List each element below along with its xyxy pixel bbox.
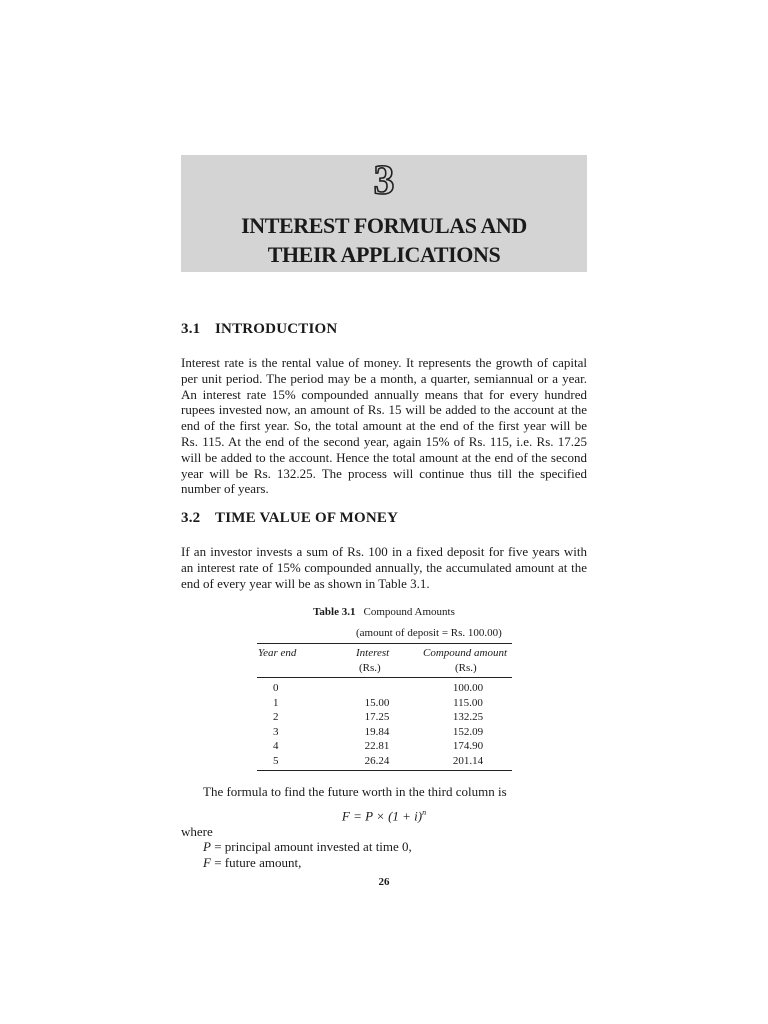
cell-compound: 201.14 (452, 754, 484, 767)
section-number: 3.1 (181, 321, 201, 337)
introduction-paragraph: Interest rate is the rental value of money. It represents the growth of capital per unit period. The period may be a month, a quarter, semiannual or a year. An interest rate 15% compounded annually means that for every hundred rupees invested now, an amount of Rs. 15 will be added to the account at the end of the first year. So, the total amount at the end of the first year will be Rs. 115. At the end of the second year, again 15% of Rs. 115, i.e. Rs. 17.25 will be added to the account. Hence the total amount at the end of the second year will be Rs. 132.25. The process will continue thus till the specified number of years. (181, 355, 587, 497)
section-title: TIME VALUE OF MONEY (215, 510, 399, 526)
formula-exponent: n (422, 808, 427, 817)
chapter-title (181, 211, 587, 269)
cell-compound: 100.00 (452, 682, 484, 694)
header-compound-amount: Compound amount (423, 647, 508, 659)
cell-year: 0 (273, 682, 279, 694)
cell-year: 3 (273, 725, 279, 738)
cell-year: 2 (273, 711, 279, 723)
chapter-title-line-1: INTEREST FORMULAS AND (241, 213, 527, 238)
table-top-rule (257, 643, 512, 644)
definition-p (203, 839, 412, 855)
cell-interest: 26.24 (364, 754, 390, 767)
cell-interest: 22.81 (364, 740, 390, 752)
formula (181, 808, 587, 824)
cell-interest: 17.25 (364, 711, 390, 723)
cell-compound: 115.00 (453, 696, 483, 709)
definition-symbol: P (203, 839, 211, 854)
cell-interest: 19.84 (364, 725, 390, 738)
cell-compound: 174.90 (452, 740, 484, 752)
cell-year: 5 (273, 754, 279, 767)
chapter-title-line-2: THEIR APPLICATIONS (267, 242, 501, 267)
section-number: 3.2 (181, 510, 201, 526)
table-bottom-rule (257, 770, 512, 771)
header-year-end: Year end (258, 647, 297, 659)
section-title: INTRODUCTION (215, 321, 338, 337)
table-caption (181, 606, 587, 618)
cell-year: 4 (273, 740, 279, 752)
formula-lhs: F (341, 808, 350, 824)
section-heading-time-value (181, 510, 398, 527)
table-header-rule (257, 677, 512, 678)
cell-compound: 132.25 (452, 711, 484, 723)
time-value-paragraph: If an investor invests a sum of Rs. 100 in a fixed deposit for five years with an interest rate of 15% compounded annually, the accumulated amount at the end of every year will be as shown in Table 3.1. (181, 544, 587, 591)
chapter-banner (181, 155, 587, 272)
definition-f (203, 855, 301, 871)
table-caption-text: Compound Amounts (363, 606, 455, 618)
definition-text: = principal amount invested at time 0, (210, 839, 412, 854)
cell-year: 1 (273, 696, 279, 709)
definition-text: = future amount, (210, 855, 302, 870)
chapter-number: 3 (373, 158, 395, 204)
cell-compound: 152.09 (452, 725, 484, 738)
page-number: 26 (378, 876, 390, 888)
formula-intro: The formula to find the future worth in the third column is (203, 784, 507, 799)
header-compound-unit: (Rs.) (455, 662, 477, 674)
header-interest: Interest (356, 647, 390, 659)
formula-rhs: = P × (1 + i) (349, 808, 423, 824)
where-label: where (181, 824, 213, 839)
definition-symbol: F (203, 855, 211, 870)
cell-interest: 15.00 (364, 696, 390, 709)
section-heading-introduction (181, 321, 337, 338)
table-label: Table 3.1 (313, 606, 356, 618)
header-interest-unit: (Rs.) (359, 662, 381, 674)
table-note: (amount of deposit = Rs. 100.00) (356, 627, 502, 639)
